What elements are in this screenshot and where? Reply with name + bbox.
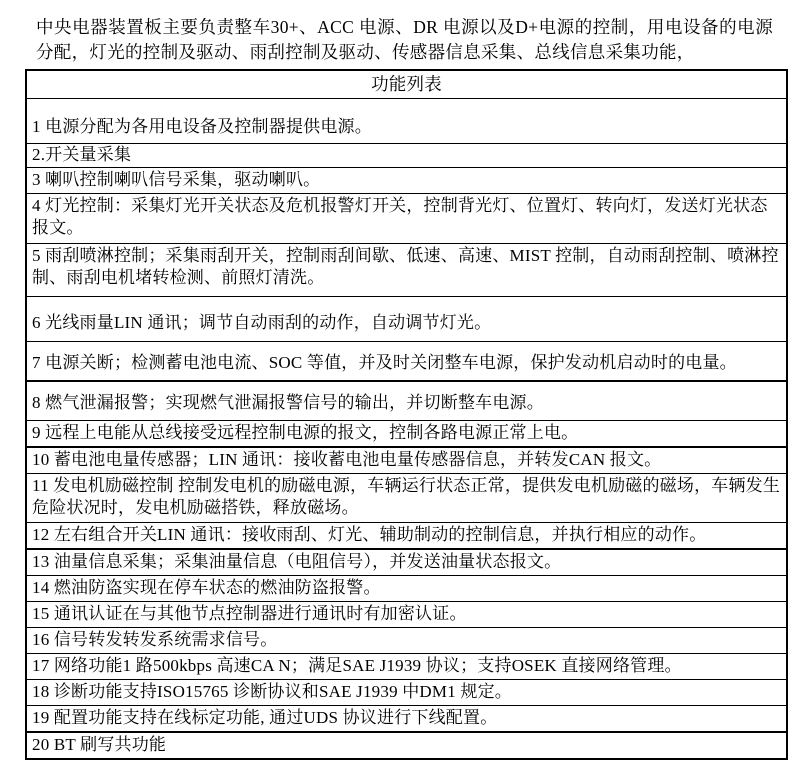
function-row-10: 10 蓄电池电量传感器；LIN 通讯：接收蓄电池电量传感器信息，并转发CAN 报文。 bbox=[26, 447, 787, 474]
function-row-13: 13 油量信息采集；采集油量信息（电阻信号），并发送油量状态报文。 bbox=[26, 549, 787, 576]
table-row bbox=[26, 342, 787, 382]
table-row bbox=[26, 447, 787, 474]
table-row bbox=[26, 732, 787, 759]
function-row-7: 7 电源关断；检测蓄电池电流、SOC 等值，并及时关闭整车电源，保护发动机启动时的电量。 bbox=[26, 342, 787, 382]
table-row bbox=[26, 144, 787, 168]
table-row bbox=[26, 244, 787, 297]
table-row bbox=[26, 99, 787, 144]
function-row-20: 20 BT 刷写共功能 bbox=[26, 732, 787, 759]
table-row bbox=[26, 381, 787, 421]
function-row-12: 12 左右组合开关LIN 通讯：接收雨刮、灯光、辅助制动的控制信息，并执行相应的动作。 bbox=[26, 523, 787, 550]
table-row bbox=[26, 474, 787, 523]
function-row-9: 9 远程上电能从总线接受远程控制电源的报文，控制各路电源正常上电。 bbox=[26, 421, 787, 448]
table-row bbox=[26, 576, 787, 602]
function-row-19: 19 配置功能支持在线标定功能, 通过UDS 协议进行下线配置。 bbox=[26, 706, 787, 733]
function-list-table bbox=[25, 69, 788, 760]
table-row bbox=[26, 654, 787, 680]
table-row bbox=[26, 602, 787, 628]
function-row-16: 16 信号转发转发系统需求信号。 bbox=[26, 628, 787, 654]
function-row-15: 15 通讯认证在与其他节点控制器进行通讯时有加密认证。 bbox=[26, 602, 787, 628]
table-row bbox=[26, 194, 787, 244]
table-header-row bbox=[26, 70, 787, 99]
table-row bbox=[26, 680, 787, 706]
function-row-18: 18 诊断功能支持ISO15765 诊断协议和SAE J1939 中DM1 规定。 bbox=[26, 680, 787, 706]
table-row bbox=[26, 523, 787, 550]
function-row-5: 5 雨刮喷淋控制；采集雨刮开关，控制雨刮间歇、低速、高速、MIST 控制，自动雨刮控制、喷淋控制、雨刮电机堵转检测、前照灯清洗。 bbox=[26, 244, 787, 297]
function-row-4: 4 灯光控制：采集灯光开关状态及危机报警灯开关，控制背光灯、位置灯、转向灯，发送灯光状态报文。 bbox=[26, 194, 787, 244]
table-row bbox=[26, 628, 787, 654]
table-row bbox=[26, 297, 787, 342]
table-row bbox=[26, 168, 787, 194]
table-row bbox=[26, 421, 787, 448]
function-row-11: 11 发电机励磁控制 控制发电机的励磁电源，车辆运行状态正常，提供发电机励磁的磁场，车辆发生危险状况时，发电机励磁搭铁，释放磁场。 bbox=[26, 474, 787, 523]
function-row-1: 1 电源分配为各用电设备及控制器提供电源。 bbox=[26, 99, 787, 144]
function-row-3: 3 喇叭控制喇叭信号采集，驱动喇叭。 bbox=[26, 168, 787, 194]
function-row-8: 8 燃气泄漏报警；实现燃气泄漏报警信号的输出，并切断整车电源。 bbox=[26, 381, 787, 421]
table-title: 功能列表 bbox=[26, 70, 787, 99]
function-row-6: 6 光线雨量LIN 通讯；调节自动雨刮的动作，自动调节灯光。 bbox=[26, 297, 787, 342]
intro-paragraph: 中央电器装置板主要负责整车30+、ACC 电源、DR 电源以及D+电源的控制，用电设备的电源分配，灯光的控制及驱动、雨刮控制及驱动、传感器信息采集、总线信息采集功能， bbox=[36, 17, 773, 62]
function-row-17: 17 网络功能1 路500kbps 高速CA N；满足SAE J1939 协议；支持OSEK 直接网络管理。 bbox=[26, 654, 787, 680]
table-row bbox=[26, 706, 787, 733]
function-row-14: 14 燃油防盗实现在停车状态的燃油防盗报警。 bbox=[26, 576, 787, 602]
function-row-2: 2.开关量采集 bbox=[26, 144, 787, 168]
table-row bbox=[26, 549, 787, 576]
